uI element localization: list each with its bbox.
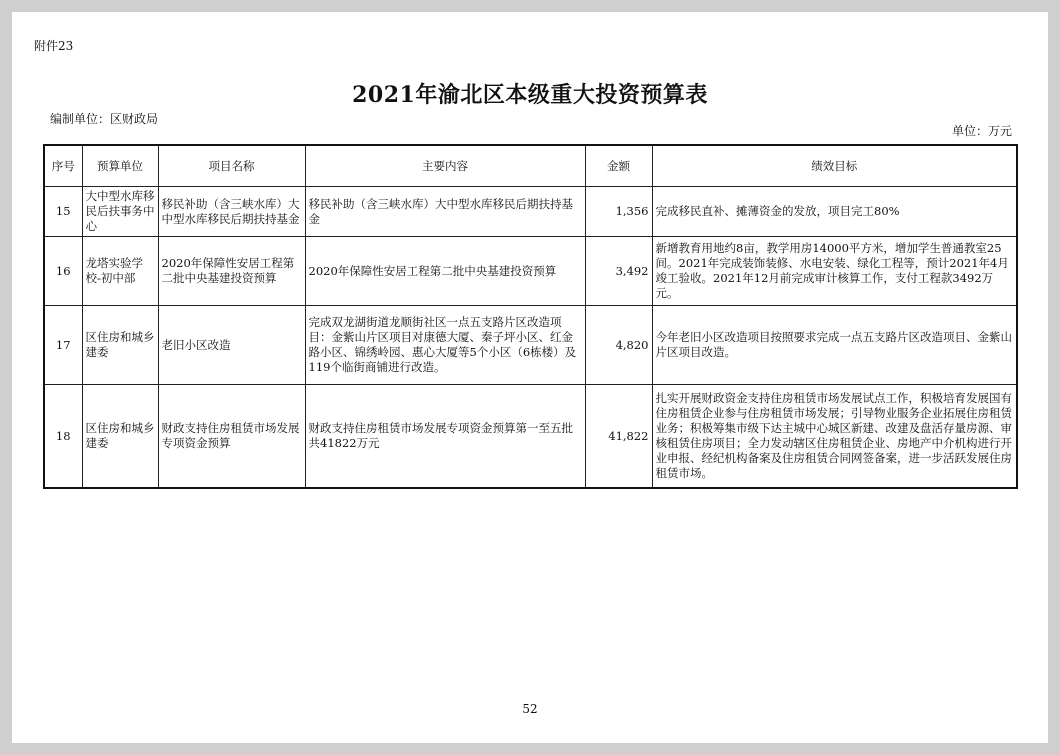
cell-no: 16: [44, 237, 82, 306]
cell-unit: 大中型水库移民后扶事务中心: [82, 187, 158, 237]
cell-unit: 龙塔实验学校-初中部: [82, 237, 158, 306]
cell-goal: 扎实开展财政资金支持住房租赁市场发展试点工作，积极培育发展国有住房租赁企业参与住房租赁市场发展；引导物业服务企业拓展住房租赁业务；积极筹集市级下达主城中心城区新建、改建及盘活存量房源、审核租赁住房项目；全力发动辖区住房租赁企业、房地产中介机构进行开业申报、经纪机构备案及住房租赁合同网签备案，进一步活跃发展住房租赁市场。: [652, 385, 1017, 489]
header-no: 序号: [44, 145, 82, 187]
cell-amount: 1,356: [585, 187, 652, 237]
cell-amount: 3,492: [585, 237, 652, 306]
cell-goal: 完成移民直补、摊薄资金的发放，项目完工80%: [652, 187, 1017, 237]
attachment-label: 附件23: [34, 39, 74, 53]
cell-no: 15: [44, 187, 82, 237]
document-page: [12, 12, 1048, 743]
budget-table: [43, 144, 1018, 489]
header-goal: 绩效目标: [652, 145, 1017, 187]
cell-project: 移民补助（含三峡水库）大中型水库移民后期扶持基金: [158, 187, 305, 237]
compiler-unit: 编制单位：区财政局: [50, 112, 159, 126]
table-header-row: [44, 145, 1017, 187]
header-content: 主要内容: [305, 145, 585, 187]
cell-content: 财政支持住房租赁市场发展专项资金预算第一至五批共41822万元: [305, 385, 585, 489]
page-number: 52: [522, 702, 538, 716]
header-amount: 金额: [585, 145, 652, 187]
cell-amount: 4,820: [585, 306, 652, 385]
table-row: [44, 385, 1017, 489]
cell-amount: 41,822: [585, 385, 652, 489]
cell-goal: 新增教育用地约8亩，教学用房14000平方米，增加学生普通教室25间。2021年完成装饰装修、水电安装、绿化工程等，预计2021年4月竣工验收。2021年12月前完成审计核算工作，支付工程款3492万元。: [652, 237, 1017, 306]
header-project: 项目名称: [158, 145, 305, 187]
cell-content: 移民补助（含三峡水库）大中型水库移民后期扶持基金: [305, 187, 585, 237]
cell-content: 2020年保障性安居工程第二批中央基建投资预算: [305, 237, 585, 306]
cell-goal: 今年老旧小区改造项目按照要求完成一点五支路片区改造项目、金紫山片区项目改造。: [652, 306, 1017, 385]
table-row: [44, 237, 1017, 306]
cell-content: 完成双龙湖街道龙顺街社区一点五支路片区改造项目：金紫山片区项目对康德大厦、秦子坪小区、红金路小区、锦绣岭园、惠心大厦等5个小区（6栋楼）及119个临街商铺进行改造。: [305, 306, 585, 385]
table-row: [44, 306, 1017, 385]
header-unit: 预算单位: [82, 145, 158, 187]
cell-no: 18: [44, 385, 82, 489]
table-row: [44, 187, 1017, 237]
cell-project: 财政支持住房租赁市场发展专项资金预算: [158, 385, 305, 489]
page-title: 2021年渝北区本级重大投资预算表: [352, 82, 708, 108]
cell-project: 2020年保障性安居工程第二批中央基建投资预算: [158, 237, 305, 306]
cell-no: 17: [44, 306, 82, 385]
currency-unit: 单位：万元: [951, 124, 1012, 138]
cell-unit: 区住房和城乡建委: [82, 306, 158, 385]
cell-project: 老旧小区改造: [158, 306, 305, 385]
cell-unit: 区住房和城乡建委: [82, 385, 158, 489]
